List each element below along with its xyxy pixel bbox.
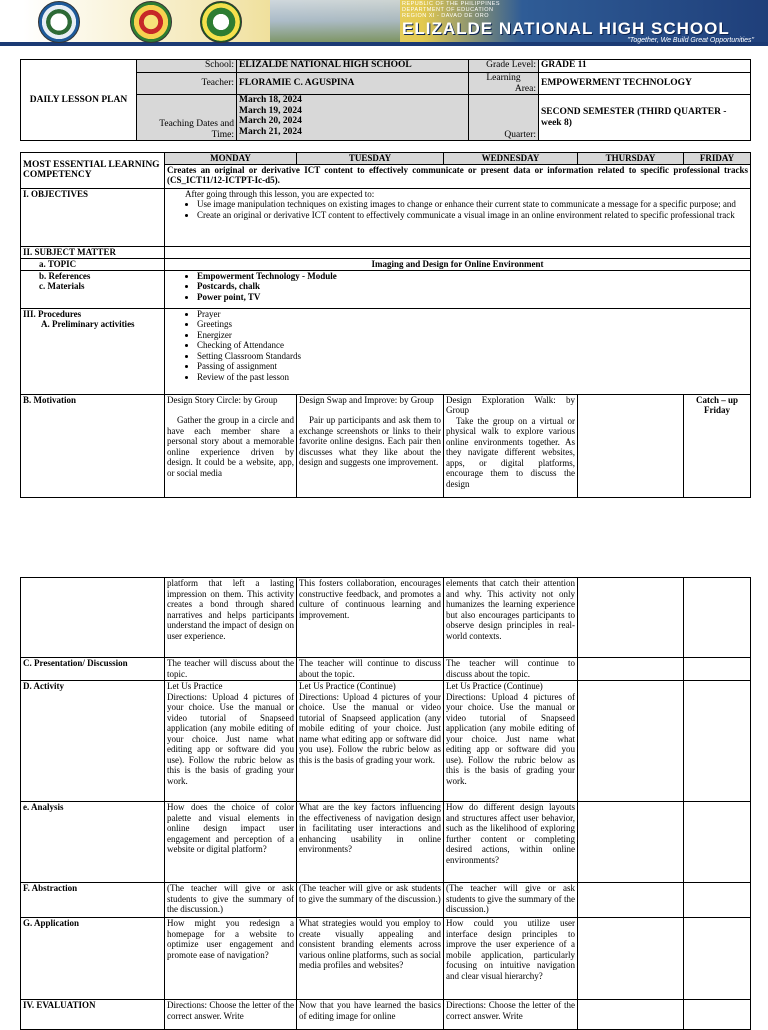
- objectives-intro: After going through this lesson, you are expected to:: [185, 188, 375, 199]
- division-seal-logo: [130, 1, 172, 43]
- analysis-tuesday: What are the key factors influencing the effectiveness of navigation design in facilitating user interactions and enhancing usability in online environments?: [297, 802, 444, 883]
- agency-line-2: DEPARTMENT OF EDUCATION: [402, 7, 494, 13]
- agency-line-3: REGION XI - DAVAO DE ORO: [402, 13, 489, 19]
- motivation-tuesday: [297, 394, 444, 497]
- application-tuesday: What strategies would you employ to create visually appealing and consistent branding elements across various online platforms, such as social media profiles and websites?: [297, 918, 444, 1000]
- procedures-label: III. Procedures: [23, 308, 82, 319]
- analysis-monday: How does the choice of color palette and visual elements in online design impact user engagement and perception of a website or digital platform?: [165, 802, 297, 883]
- presentation-wednesday: The teacher will continue to discuss about the topic.: [444, 658, 578, 681]
- teacher-value: FLORAMIE C. AGUSPINA: [237, 73, 469, 95]
- objectives-content: [165, 188, 751, 246]
- objectives-label: I. OBJECTIVES: [21, 188, 165, 246]
- day-header-friday: FRIDAY: [684, 153, 751, 165]
- learning-area-label-line2: Area:: [514, 83, 536, 94]
- lesson-plan-table-continued: [20, 577, 751, 1030]
- school-label: School:: [137, 60, 237, 73]
- preliminary-item: • Setting Classroom Standards: [197, 351, 748, 362]
- melc-label: MOST ESSENTIAL LEARNING COMPETENCY: [21, 153, 165, 189]
- abstraction-wednesday: (The teacher will give or ask students to give the summary of the discussion.): [444, 883, 578, 918]
- motivation-label: B. Motivation: [21, 394, 165, 497]
- school-motto: "Together, We Build Great Opportunities": [627, 37, 754, 44]
- school-header-banner: [0, 0, 768, 46]
- activity-monday-title: Let Us Practice: [167, 681, 223, 691]
- reference-item: • Power point, TV: [197, 292, 748, 303]
- teaching-dates-label-line1: Teaching Dates and: [159, 119, 234, 129]
- learning-area-value: EMPOWERMENT TECHNOLOGY: [539, 73, 751, 95]
- teacher-label: Teacher:: [137, 73, 237, 95]
- references-list: [167, 271, 748, 303]
- topic-value: Imaging and Design for Online Environment: [165, 258, 751, 270]
- abstraction-tuesday: (The teacher will give or ask students to give the summary of the discussion.): [297, 883, 444, 918]
- activity-tuesday: [297, 681, 444, 802]
- evaluation-monday: Directions: Choose the letter of the correct answer. Write: [165, 1000, 297, 1030]
- subject-matter-blank: [165, 246, 751, 258]
- topic-label: a. TOPIC: [21, 258, 165, 270]
- motivation-tuesday-cont: This fosters collaboration, encourages constructive feedback, and promotes a culture of continuous learning and improvement.: [297, 578, 444, 658]
- motivation-wednesday-title: Design Exploration Walk: by Group: [446, 394, 575, 415]
- application-label: G. Application: [21, 918, 165, 1000]
- objective-item: • Use image manipulation techniques on existing images to change or enhance their current state to communicate a message for a specific purpose; and: [197, 199, 748, 210]
- school-value: ELIZALDE NATIONAL HIGH SCHOOL: [237, 60, 469, 73]
- activity-tuesday-text: Directions: Upload 4 pictures of your choice. Use the manual or video tutorial of Snapseed application (any mobile editing of your choice. Just name what editing app or software did you use). Follow the rubric below as this is the basis of grading your work.: [299, 691, 441, 765]
- motivation-thursday: [578, 394, 684, 497]
- application-wednesday: How could you utilize user interface design principles to improve the user experience of a mobile application, particularly focusing on intuitive navigation and clear visual hierarchy?: [444, 918, 578, 1000]
- grade-label: Grade Level:: [469, 60, 539, 73]
- evaluation-friday: [684, 1000, 751, 1030]
- objective-item: • Create an original or derivative ICT content to effectively communicate a visual image in an online environment related to specific professional track: [197, 210, 748, 221]
- subject-matter-label: II. SUBJECT MATTER: [21, 246, 165, 258]
- presentation-label: C. Presentation/ Discussion: [21, 658, 165, 681]
- agency-line-1: REPUBLIC OF THE PHILIPPINES: [402, 1, 501, 7]
- motivation-friday-cont: [684, 578, 751, 658]
- motivation-monday-title: Design Story Circle: by Group: [167, 394, 278, 405]
- presentation-thursday: [578, 658, 684, 681]
- teaching-date: March 19, 2024: [239, 105, 302, 116]
- learning-area-label-line1: Learning: [486, 73, 521, 83]
- motivation-monday-text: Gather the group in a circle and have each member share a personal story about a memorable online experience driven by design. It could be a website, app, or social media: [167, 415, 294, 478]
- activity-monday: [165, 681, 297, 802]
- preliminary-item: • Review of the past lesson: [197, 372, 748, 383]
- preliminary-activities-list: [167, 309, 748, 383]
- presentation-friday: [684, 658, 751, 681]
- motivation-tuesday-text: Pair up participants and ask them to exchange screenshots or links to their favorite online designs. Each pair then discusses what they like about the design and suggests one improvement.: [299, 415, 441, 467]
- preliminary-activities-content: [165, 308, 751, 394]
- presentation-tuesday: The teacher will continue to discuss about the topic.: [297, 658, 444, 681]
- melc-text: Creates an original or derivative ICT content to effectively communicate or present data or information related to specific professional tracks (CS_ICT11/12-ICTPT-Ic-d5).: [165, 164, 751, 188]
- deped-seal-logo: [38, 1, 80, 43]
- quarter-value: SECOND SEMESTER (THIRD QUARTER - week 8): [539, 95, 751, 141]
- teaching-date: March 21, 2024: [239, 126, 302, 137]
- school-name: ELIZALDE NATIONAL HIGH SCHOOL: [402, 19, 730, 38]
- day-header-tuesday: TUESDAY: [297, 153, 444, 165]
- preliminary-item: • Checking of Attendance: [197, 340, 748, 351]
- motivation-tuesday-title: Design Swap and Improve: by Group: [299, 394, 434, 405]
- application-friday: [684, 918, 751, 1000]
- lesson-info-table: [20, 59, 751, 141]
- evaluation-label: IV. EVALUATION: [21, 1000, 165, 1030]
- motivation-wednesday-cont: elements that catch their attention and why. This activity not only humanizes the learning experience but also encourages participants to observe design principles in real-world contexts.: [444, 578, 578, 658]
- abstraction-monday: (The teacher will give or ask students to give the summary of the discussion.): [165, 883, 297, 918]
- references-content: [165, 270, 751, 308]
- references-materials-labels: [21, 270, 165, 308]
- activity-friday: [684, 681, 751, 802]
- teaching-date: March 20, 2024: [239, 116, 302, 126]
- application-monday: How might you redesign a homepage for a website to optimize user engagement and promote ease of navigation?: [165, 918, 297, 1000]
- abstraction-friday: [684, 883, 751, 918]
- activity-monday-text: Directions: Upload 4 pictures of your choice. Use the manual or video tutorial of Snapseed application (any mobile editing of your choice. Just name what editing app or software did you use). Follow the rubric below as this is the basis of grading your work.: [167, 691, 294, 786]
- abstraction-thursday: [578, 883, 684, 918]
- abstraction-label: F. Abstraction: [21, 883, 165, 918]
- preliminary-item: • Passing of assignment: [197, 361, 748, 372]
- lesson-plan-table: [20, 152, 751, 498]
- analysis-friday: [684, 802, 751, 883]
- motivation-friday: Catch – up Friday: [684, 394, 751, 497]
- reference-item: • Empowerment Technology - Module: [197, 271, 748, 282]
- references-label: b. References: [39, 270, 91, 281]
- objectives-list: [167, 199, 748, 220]
- activity-thursday: [578, 681, 684, 802]
- day-header-thursday: THURSDAY: [578, 153, 684, 165]
- activity-wednesday-title: Let Us Practice (Continue): [446, 681, 543, 691]
- quarter-label: Quarter:: [469, 95, 539, 141]
- evaluation-thursday: [578, 1000, 684, 1030]
- motivation-monday-cont: platform that left a lasting impression on them. This activity creates a bond through shared narratives and helps participants understand the impact of design on user experience.: [165, 578, 297, 658]
- application-thursday: [578, 918, 684, 1000]
- teaching-dates-value: [237, 95, 469, 141]
- doc-title: DAILY LESSON PLAN: [21, 60, 137, 141]
- evaluation-wednesday: Directions: Choose the letter of the correct answer. Write: [444, 1000, 578, 1030]
- preliminary-item: • Energizer: [197, 330, 748, 341]
- preliminary-activities-label: A. Preliminary activities: [41, 319, 135, 329]
- activity-wednesday-text: Directions: Upload 4 pictures of your choice. Use the manual or video tutorial of Snapseed application (any mobile editing of your choice. Just name what editing app or software did you use). Follow the rubric below as this is the basis of grading your work.: [446, 691, 575, 786]
- teaching-date: March 18, 2024: [239, 95, 302, 105]
- motivation-wednesday-text: Take the group on a virtual or physical walk to explore various online environments together. As they navigate different websites, apps, or digital platforms, encourage them to discuss the design: [446, 415, 575, 489]
- presentation-monday: The teacher will discuss about the topic.: [165, 658, 297, 681]
- teaching-dates-label-line2: Time:: [211, 129, 234, 140]
- school-building-photo: [270, 0, 400, 42]
- materials-label: c. Materials: [39, 281, 85, 291]
- activity-wednesday: [444, 681, 578, 802]
- day-header-monday: MONDAY: [165, 153, 297, 165]
- teaching-dates-label: [137, 95, 237, 141]
- activity-label: D. Activity: [21, 681, 165, 802]
- activity-tuesday-title: Let Us Practice (Continue): [299, 681, 396, 691]
- procedures-labels: [21, 308, 165, 394]
- school-seal-logo: [200, 1, 242, 43]
- evaluation-tuesday: Now that you have learned the basics of editing image for online: [297, 1000, 444, 1030]
- motivation-thursday-cont: [578, 578, 684, 658]
- day-header-wednesday: WEDNESDAY: [444, 153, 578, 165]
- reference-item: • Postcards, chalk: [197, 281, 748, 292]
- motivation-cont-label: [21, 578, 165, 658]
- analysis-wednesday: How do different design layouts and structures affect user behavior, such as the likelihood of exploring further content or completing desired actions, within online environments?: [444, 802, 578, 883]
- motivation-monday: [165, 394, 297, 497]
- analysis-label: e. Analysis: [21, 802, 165, 883]
- analysis-thursday: [578, 802, 684, 883]
- grade-value: GRADE 11: [539, 60, 751, 73]
- learning-area-label: [469, 73, 539, 95]
- preliminary-item: • Prayer: [197, 309, 748, 320]
- motivation-wednesday: [444, 394, 578, 497]
- preliminary-item: • Greetings: [197, 319, 748, 330]
- school-heading: [402, 1, 762, 45]
